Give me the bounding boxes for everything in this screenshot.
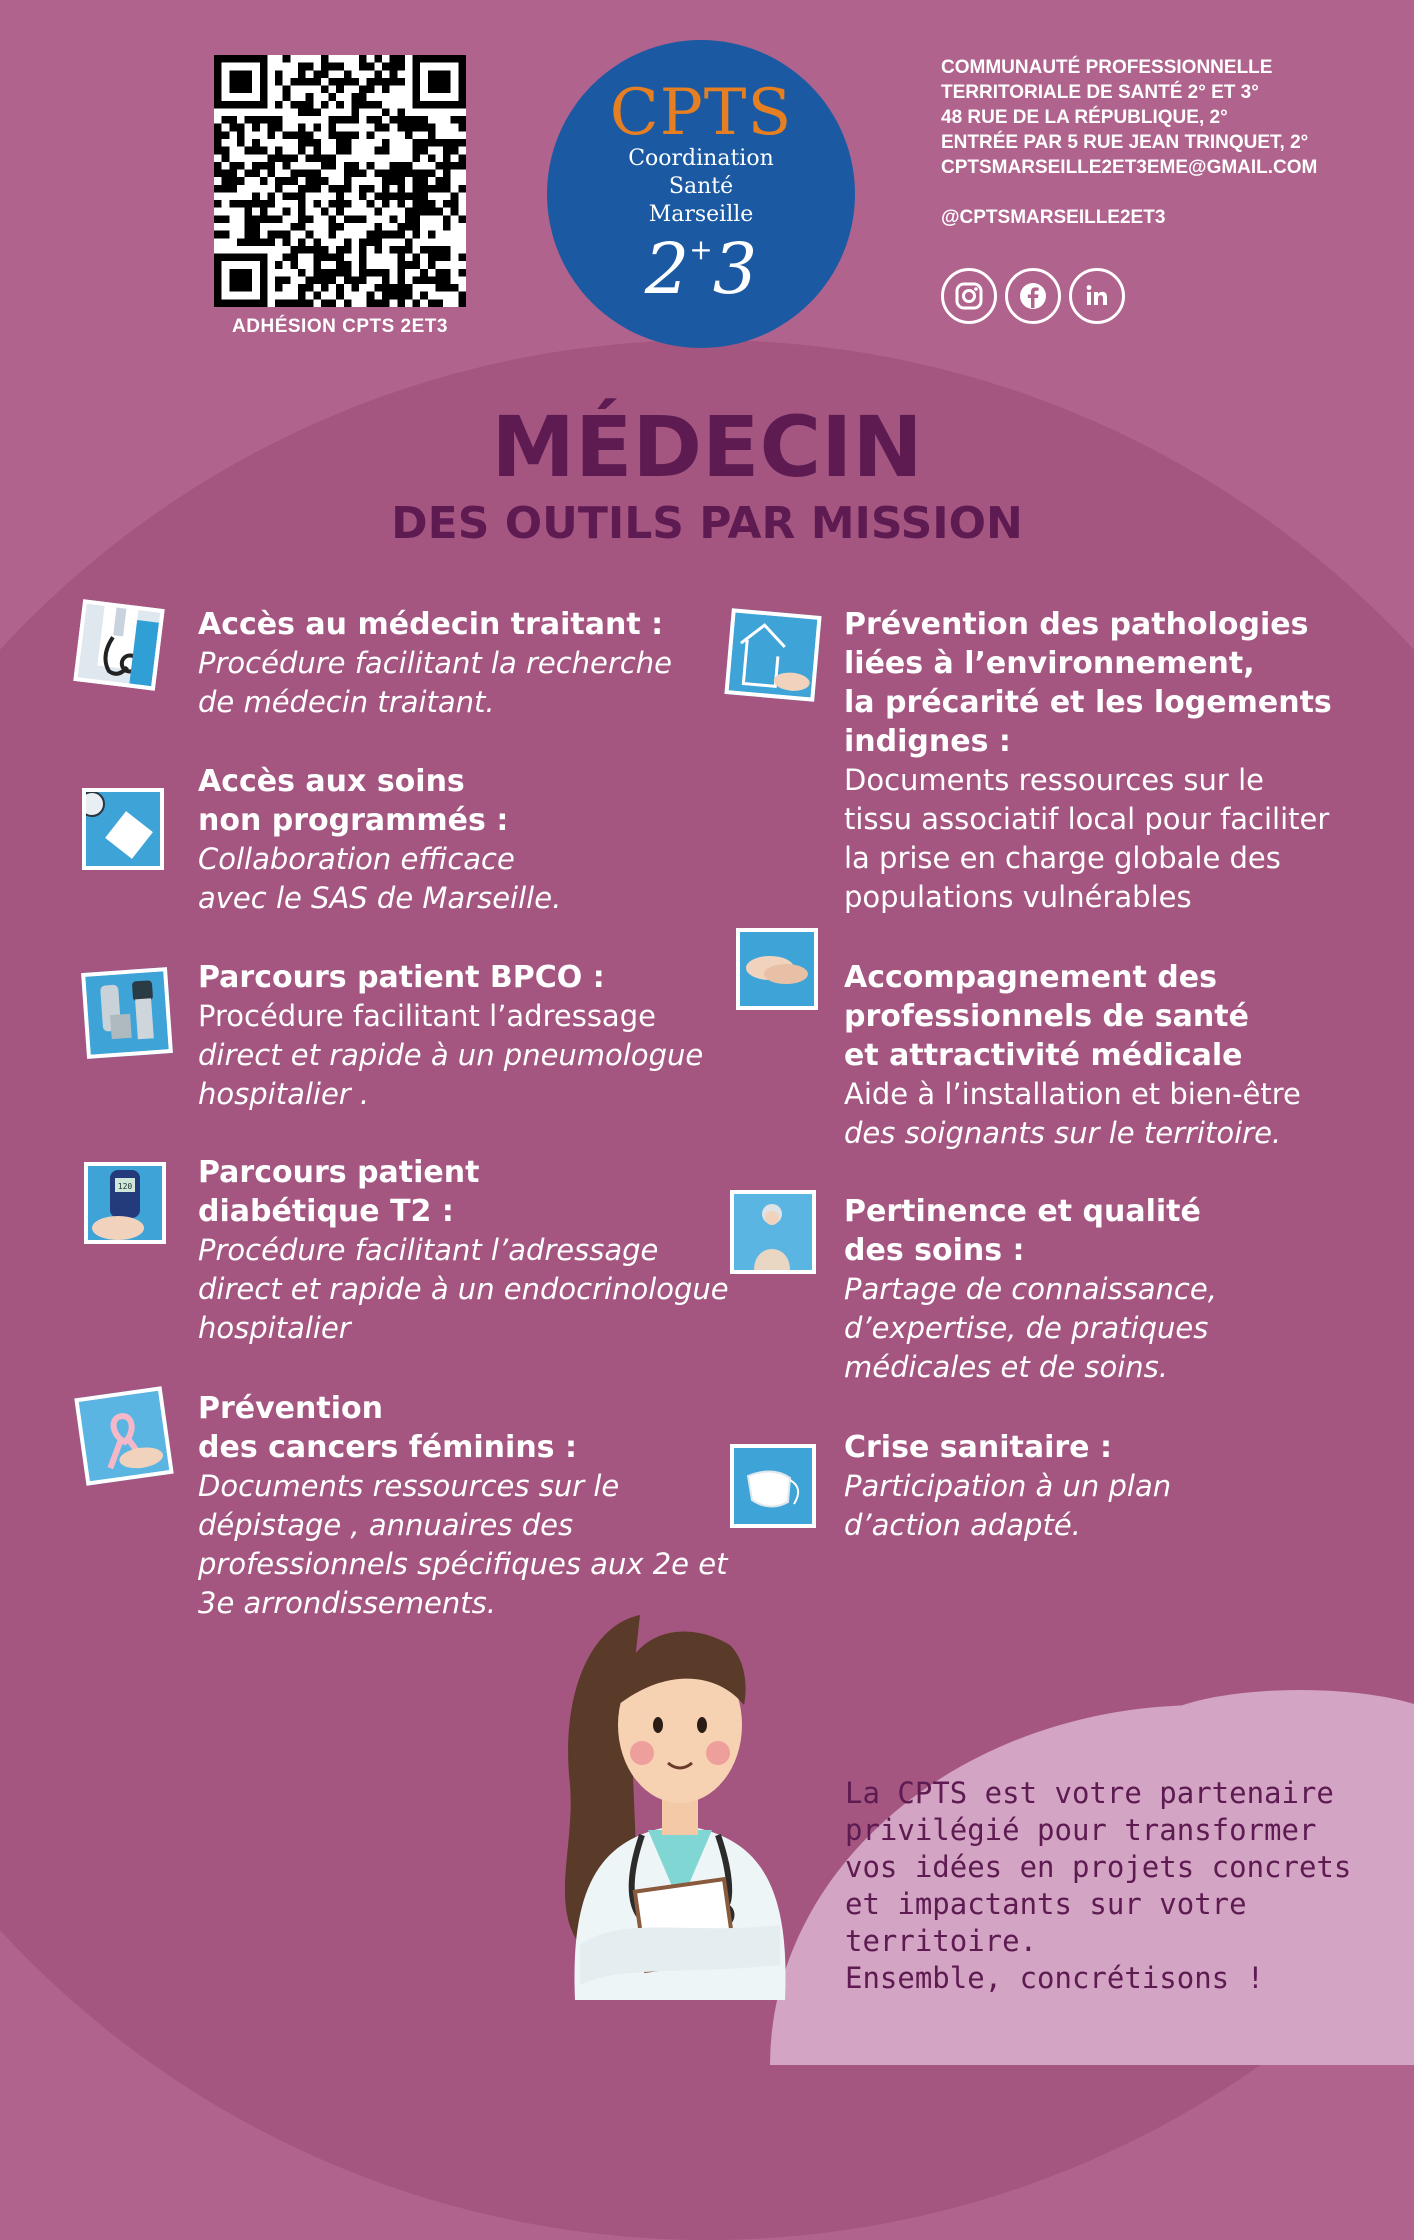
mission-title: Parcours patient BPCO : bbox=[198, 960, 605, 995]
mission-description: populations vulnérables bbox=[844, 880, 1192, 914]
mission-description: Participation à un plan bbox=[844, 1469, 1172, 1503]
mission-description: Procédure facilitant l’adressage bbox=[198, 1233, 659, 1267]
contact-line: COMMUNAUTÉ PROFESSIONNELLE bbox=[941, 57, 1273, 78]
mission-description: des soignants sur le territoire. bbox=[844, 1116, 1282, 1150]
mission-description: d’action adapté. bbox=[844, 1508, 1081, 1542]
logo-title: CPTS bbox=[609, 76, 793, 150]
quote-line: Ensemble, concrétisons ! bbox=[845, 1961, 1265, 1995]
page-subtitle: DES OUTILS PAR MISSION bbox=[391, 498, 1023, 549]
mission-description: dépistage , annuaires des bbox=[198, 1508, 574, 1542]
mission-title: Parcours patient bbox=[198, 1155, 480, 1190]
facebook-icon[interactable] bbox=[1005, 268, 1061, 324]
mission-title: Accompagnement des bbox=[844, 960, 1217, 995]
mission-right-0 bbox=[844, 605, 1332, 917]
mission-description: la prise en charge globale des bbox=[844, 841, 1281, 875]
mission-description: d’expertise, de pratiques bbox=[844, 1311, 1209, 1345]
contact-block bbox=[941, 55, 1401, 230]
instagram-icon[interactable] bbox=[941, 268, 997, 324]
mission-title: indignes : bbox=[844, 724, 1011, 759]
mission-description: tissu associatif local pour faciliter bbox=[844, 802, 1330, 836]
mission-title: Crise sanitaire : bbox=[844, 1430, 1112, 1465]
quote-line: vos idées en projets concrets bbox=[845, 1850, 1352, 1884]
qr-caption: ADHÉSION CPTS 2ET3 bbox=[232, 316, 448, 337]
house-drawing-icon bbox=[724, 608, 821, 702]
mission-left-0 bbox=[198, 605, 672, 722]
quote-line: privilégié pour transformer bbox=[845, 1813, 1317, 1847]
mission-title: des soins : bbox=[844, 1233, 1025, 1268]
mission-description: professionnels spécifiques aux 2e et bbox=[198, 1547, 728, 1581]
contact-email[interactable]: CPTSMARSEILLE2ET3EME@GMAIL.COM bbox=[941, 157, 1318, 178]
mission-description: Documents ressources sur le bbox=[198, 1469, 620, 1503]
mission-description: 3e arrondissements. bbox=[198, 1586, 496, 1620]
doctor-illustration bbox=[530, 1585, 830, 2000]
mission-right-3 bbox=[844, 1428, 1171, 1545]
mission-description: Aide à l’installation et bien-être bbox=[844, 1077, 1301, 1111]
mission-title: Accès au médecin traitant : bbox=[198, 607, 664, 642]
mission-description: hospitalier bbox=[198, 1311, 351, 1345]
mission-description: avec le SAS de Marseille. bbox=[198, 881, 562, 915]
contact-line: 48 RUE DE LA RÉPUBLIQUE, 2° bbox=[941, 107, 1228, 128]
face-mask-icon bbox=[730, 1444, 816, 1528]
doctor-stethoscope-icon bbox=[73, 599, 164, 690]
logo-line-1: Coordination bbox=[628, 146, 774, 171]
mission-description: direct et rapide à un pneumologue bbox=[198, 1038, 704, 1072]
mission-title: non programmés : bbox=[198, 803, 509, 838]
logo-line-3: Marseille bbox=[648, 202, 754, 227]
logo-line-2: Santé bbox=[668, 174, 734, 199]
mission-title: Prévention des pathologies bbox=[844, 607, 1309, 642]
holding-hands-icon bbox=[736, 928, 818, 1010]
mission-left-3 bbox=[198, 1153, 729, 1348]
svg-text:120: 120 bbox=[117, 1182, 133, 1191]
page-title: MÉDECIN bbox=[491, 398, 923, 496]
mission-description: de médecin traitant. bbox=[198, 685, 495, 719]
closing-quote bbox=[845, 1775, 1405, 1997]
inhaler-icon bbox=[81, 967, 173, 1059]
mission-left-2 bbox=[198, 958, 703, 1114]
mission-title: et attractivité médicale bbox=[844, 1038, 1243, 1073]
mission-description: Procédure facilitant l’adressage bbox=[198, 999, 656, 1033]
clock-note-icon bbox=[82, 788, 164, 870]
mission-right-1 bbox=[844, 958, 1301, 1153]
mission-description: Documents ressources sur le bbox=[844, 763, 1264, 797]
mission-title: professionnels de santé bbox=[844, 999, 1249, 1034]
mission-description: Procédure facilitant la recherche bbox=[198, 646, 672, 680]
social-handle: @CPTSMARSEILLE2ET3 bbox=[941, 207, 1166, 228]
cpts-logo bbox=[547, 40, 855, 348]
mission-title: Pertinence et qualité bbox=[844, 1194, 1201, 1229]
mission-left-1 bbox=[198, 762, 561, 918]
mission-title: Prévention bbox=[198, 1391, 383, 1426]
mission-right-2 bbox=[844, 1192, 1217, 1387]
quote-line: La CPTS est votre partenaire bbox=[845, 1776, 1334, 1810]
contact-line: TERRITORIALE DE SANTÉ 2° ET 3° bbox=[941, 82, 1259, 103]
mission-description: hospitalier . bbox=[198, 1077, 370, 1111]
mission-description: direct et rapide à un endocrinologue bbox=[198, 1272, 729, 1306]
pink-ribbon-icon bbox=[74, 1386, 173, 1485]
logo-number: 2+3 bbox=[644, 228, 758, 310]
qr-code[interactable] bbox=[214, 55, 466, 307]
mission-description: Partage de connaissance, bbox=[844, 1272, 1217, 1306]
contact-line: ENTRÉE PAR 5 RUE JEAN TRINQUET, 2° bbox=[941, 132, 1309, 153]
mission-description: Collaboration efficace bbox=[198, 842, 515, 876]
mission-title: liées à l’environnement, bbox=[844, 646, 1255, 681]
mission-title: Accès aux soins bbox=[198, 764, 465, 799]
glucometer-icon bbox=[84, 1162, 166, 1244]
mission-title: la précarité et les logements bbox=[844, 685, 1332, 720]
quote-line: et impactants sur votre territoire. bbox=[845, 1887, 1247, 1958]
mission-title: diabétique T2 : bbox=[198, 1194, 454, 1229]
social-links bbox=[941, 268, 1125, 324]
linkedin-icon[interactable] bbox=[1069, 268, 1125, 324]
mission-description: médicales et de soins. bbox=[844, 1350, 1169, 1384]
mission-title: des cancers féminins : bbox=[198, 1430, 577, 1465]
elderly-woman-icon bbox=[730, 1190, 816, 1274]
